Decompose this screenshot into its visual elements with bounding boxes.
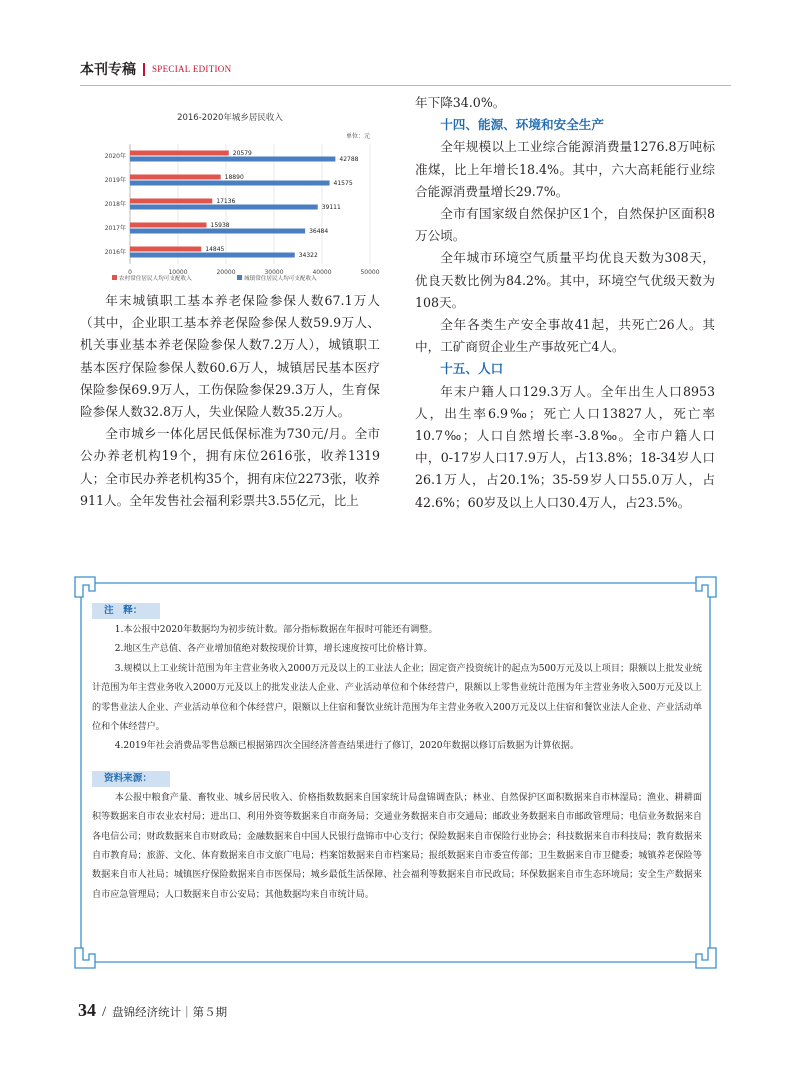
- note-item-1: 1.本公报中2020年数据均为初步统计数。部分指标数据在年报时可能还有调整。: [114, 625, 438, 635]
- data-label: 14845: [205, 246, 225, 253]
- bar-rural: [130, 199, 212, 204]
- legend-label: 城镇常住居民人均可支配收入: [244, 276, 317, 282]
- bar-urban: [130, 181, 330, 186]
- data-label: 41575: [333, 180, 353, 187]
- note-item-2: 2.地区生产总值、各产业增加值绝对数按现价计算，增长速度按可比价格计算。: [114, 644, 433, 655]
- section-heading-energy: 十四、能源、环境和安全生产: [440, 117, 604, 133]
- x-tick-label: 40000: [312, 269, 332, 276]
- sources-title: 资料来源：: [92, 771, 170, 787]
- income-chart-svg: [70, 100, 390, 288]
- welfare-paragraph: 全市城乡一体化居民低保标准为730元/月。全市公办养老机构19个，拥有床位2616张，收养1319人；全市民办养老机构35个，拥有床位2273张，收养911人。全年发售社会福利彩票共3.55亿元，比上: [80, 426, 380, 508]
- magazine-issue: 盘锦经济统计｜第５期: [112, 1005, 228, 1019]
- category-label: 2020年: [104, 153, 126, 160]
- bar-urban: [130, 205, 318, 210]
- header-rule: [80, 85, 731, 86]
- nature-reserve-paragraph: 全市有国家级自然保护区1个，自然保护区面积8万公顷。: [415, 206, 715, 244]
- pension-paragraph: 年末城镇职工基本养老保险参保人数67.1万人（其中，企业职工基本养老保险参保人数59.9万人、机关事业基本养老保险参保人数7.2万人），城镇职工基本医疗保险参保人数60.6万人，城镇居民基本医疗保险参保69.9万人，工伤保险参保29.3万人，生育保险参保人数32.8万人，失业保险人数35.2万人。: [80, 293, 380, 420]
- notes-title: 注 释：: [92, 603, 160, 619]
- income-chart: [70, 100, 390, 288]
- legend-swatch: [237, 275, 242, 280]
- population-paragraph: 年末户籍人口129.3万人。全年出生人口8953人，出生率6.9‰；死亡人口13827人，死亡率10.7‰；人口自然增长率-3.8‰。全市户籍人口中，0-17岁人口17.9万人，占13.8%；18-34岁人口26.1万人，占20.1%；35-59岁人口55.0万人，占42.6%；60岁及以上人口30.4万人，占23.5%。: [415, 383, 715, 510]
- chart-title: 2016-2020年城乡居民收入: [177, 113, 283, 123]
- edition-label: SPECIAL EDITION: [152, 64, 232, 74]
- data-label: 34322: [298, 252, 318, 259]
- category-label: 2018年: [104, 201, 126, 208]
- energy-paragraph: 全年规模以上工业综合能源消费量1276.8万吨标准煤，比上年增长18.4%。其中，六大高耗能行业综合能源消费量增长29.7%。: [415, 139, 715, 199]
- right-column: [415, 92, 715, 514]
- x-tick-label: 50000: [360, 269, 380, 276]
- bar-urban: [130, 157, 335, 162]
- continued-text: 年下降34.0%。: [415, 95, 506, 110]
- category-label: 2016年: [104, 249, 126, 256]
- bar-rural: [130, 175, 221, 180]
- page-header: [80, 58, 231, 80]
- bar-rural: [130, 247, 201, 252]
- bar-rural: [130, 151, 229, 156]
- data-label: 20579: [232, 150, 252, 157]
- bar-urban: [130, 253, 295, 258]
- sources-text: 本公报中粮食产量、畜牧业、城乡居民收入、价格指数数据来自国家统计局盘锦调查队；林业、自然保护区面积数据来自市林湿局；渔业、耕耕面积等数据来自市农业农村局；进出口、利用外资等数据来自市商务局；交通业务数据来自市交通局；邮政业务数据来自市邮政管理局；电信业务数据来自各电信公司；财政数据来自市财政局；金融数据来自中国人民银行盘锦市中心支行；保险数据来自市保险行业协会；科技数据来自市科技局；教育数据来自市教育局；旅游、文化、体育数据来自市文旅广电局；档案馆数据来自市档案局；报纸数据来自市委宣传部；卫生数据来自市卫健委；城镇养老保险等数据来自市人社局；城镇医疗保险数据来自市医保局；城乡最低生活保障、社会福利等数据来自市民政局；环保数据来自市生态环境局；安全生产数据来自市应急管理局；人口数据来自市公安局；其他数据均来自市统计局。: [92, 792, 702, 900]
- air-quality-paragraph: 全年城市环境空气质量平均优良天数为308天，优良天数比例为84.2%。其中，环境空气优级天数为108天。: [415, 250, 715, 310]
- data-label: 42788: [339, 156, 359, 163]
- data-label: 18890: [224, 174, 244, 181]
- chart-unit-label: 单位：元: [345, 133, 370, 140]
- section-heading-population: 十五、人口: [440, 361, 504, 377]
- data-label: 39111: [321, 204, 341, 211]
- x-tick-label: 0: [128, 269, 132, 276]
- data-label: 15938: [210, 222, 230, 229]
- category-label: 2019年: [104, 177, 126, 184]
- legend-label: 农村常住居民人均可支配收入: [119, 276, 192, 282]
- category-label: 2017年: [104, 225, 126, 232]
- header-divider: [143, 63, 145, 76]
- page-footer: [78, 1000, 227, 1021]
- bar-rural: [130, 223, 207, 228]
- safety-paragraph: 全年各类生产安全事故41起，共死亡26人。其中，工矿商贸企业生产事故死亡4人。: [415, 317, 715, 355]
- bar-urban: [130, 229, 305, 234]
- x-tick-label: 10000: [168, 269, 188, 276]
- data-label: 17136: [216, 198, 236, 205]
- note-item-4: 4.2019年社会消费品零售总额已根据第四次全国经济普查结果进行了修订，2020年数据以修订后数据为计算依据。: [114, 741, 579, 752]
- notes-content: [92, 598, 702, 905]
- footer-slash: /: [102, 1004, 107, 1020]
- legend-swatch: [112, 275, 117, 280]
- data-label: 36484: [309, 228, 329, 235]
- x-tick-label: 20000: [216, 269, 236, 276]
- left-column: [80, 290, 380, 512]
- page-number: 34: [78, 1000, 96, 1020]
- column-name: 本刊专稿: [80, 62, 136, 78]
- note-item-3: 3.规模以上工业统计范围为年主营业务收入2000万元及以上的工业法人企业；固定资产投资统计的起点为500万元及以上项目；限额以上批发业统计范围为年主营业务收入2000万元及以上的批发业法人企业、产业活动单位和个体经营户，限额以上零售业统计范围为年主营业务收入500万元及以上的零售业法人企业、产业活动单位和个体经营户，限额以上住宿和餐饮业统计范围为年主营业务收入200万元及以上住宿和餐饮业法人企业、产业活动单位和个体经营户。: [92, 663, 702, 733]
- x-tick-label: 30000: [264, 269, 284, 276]
